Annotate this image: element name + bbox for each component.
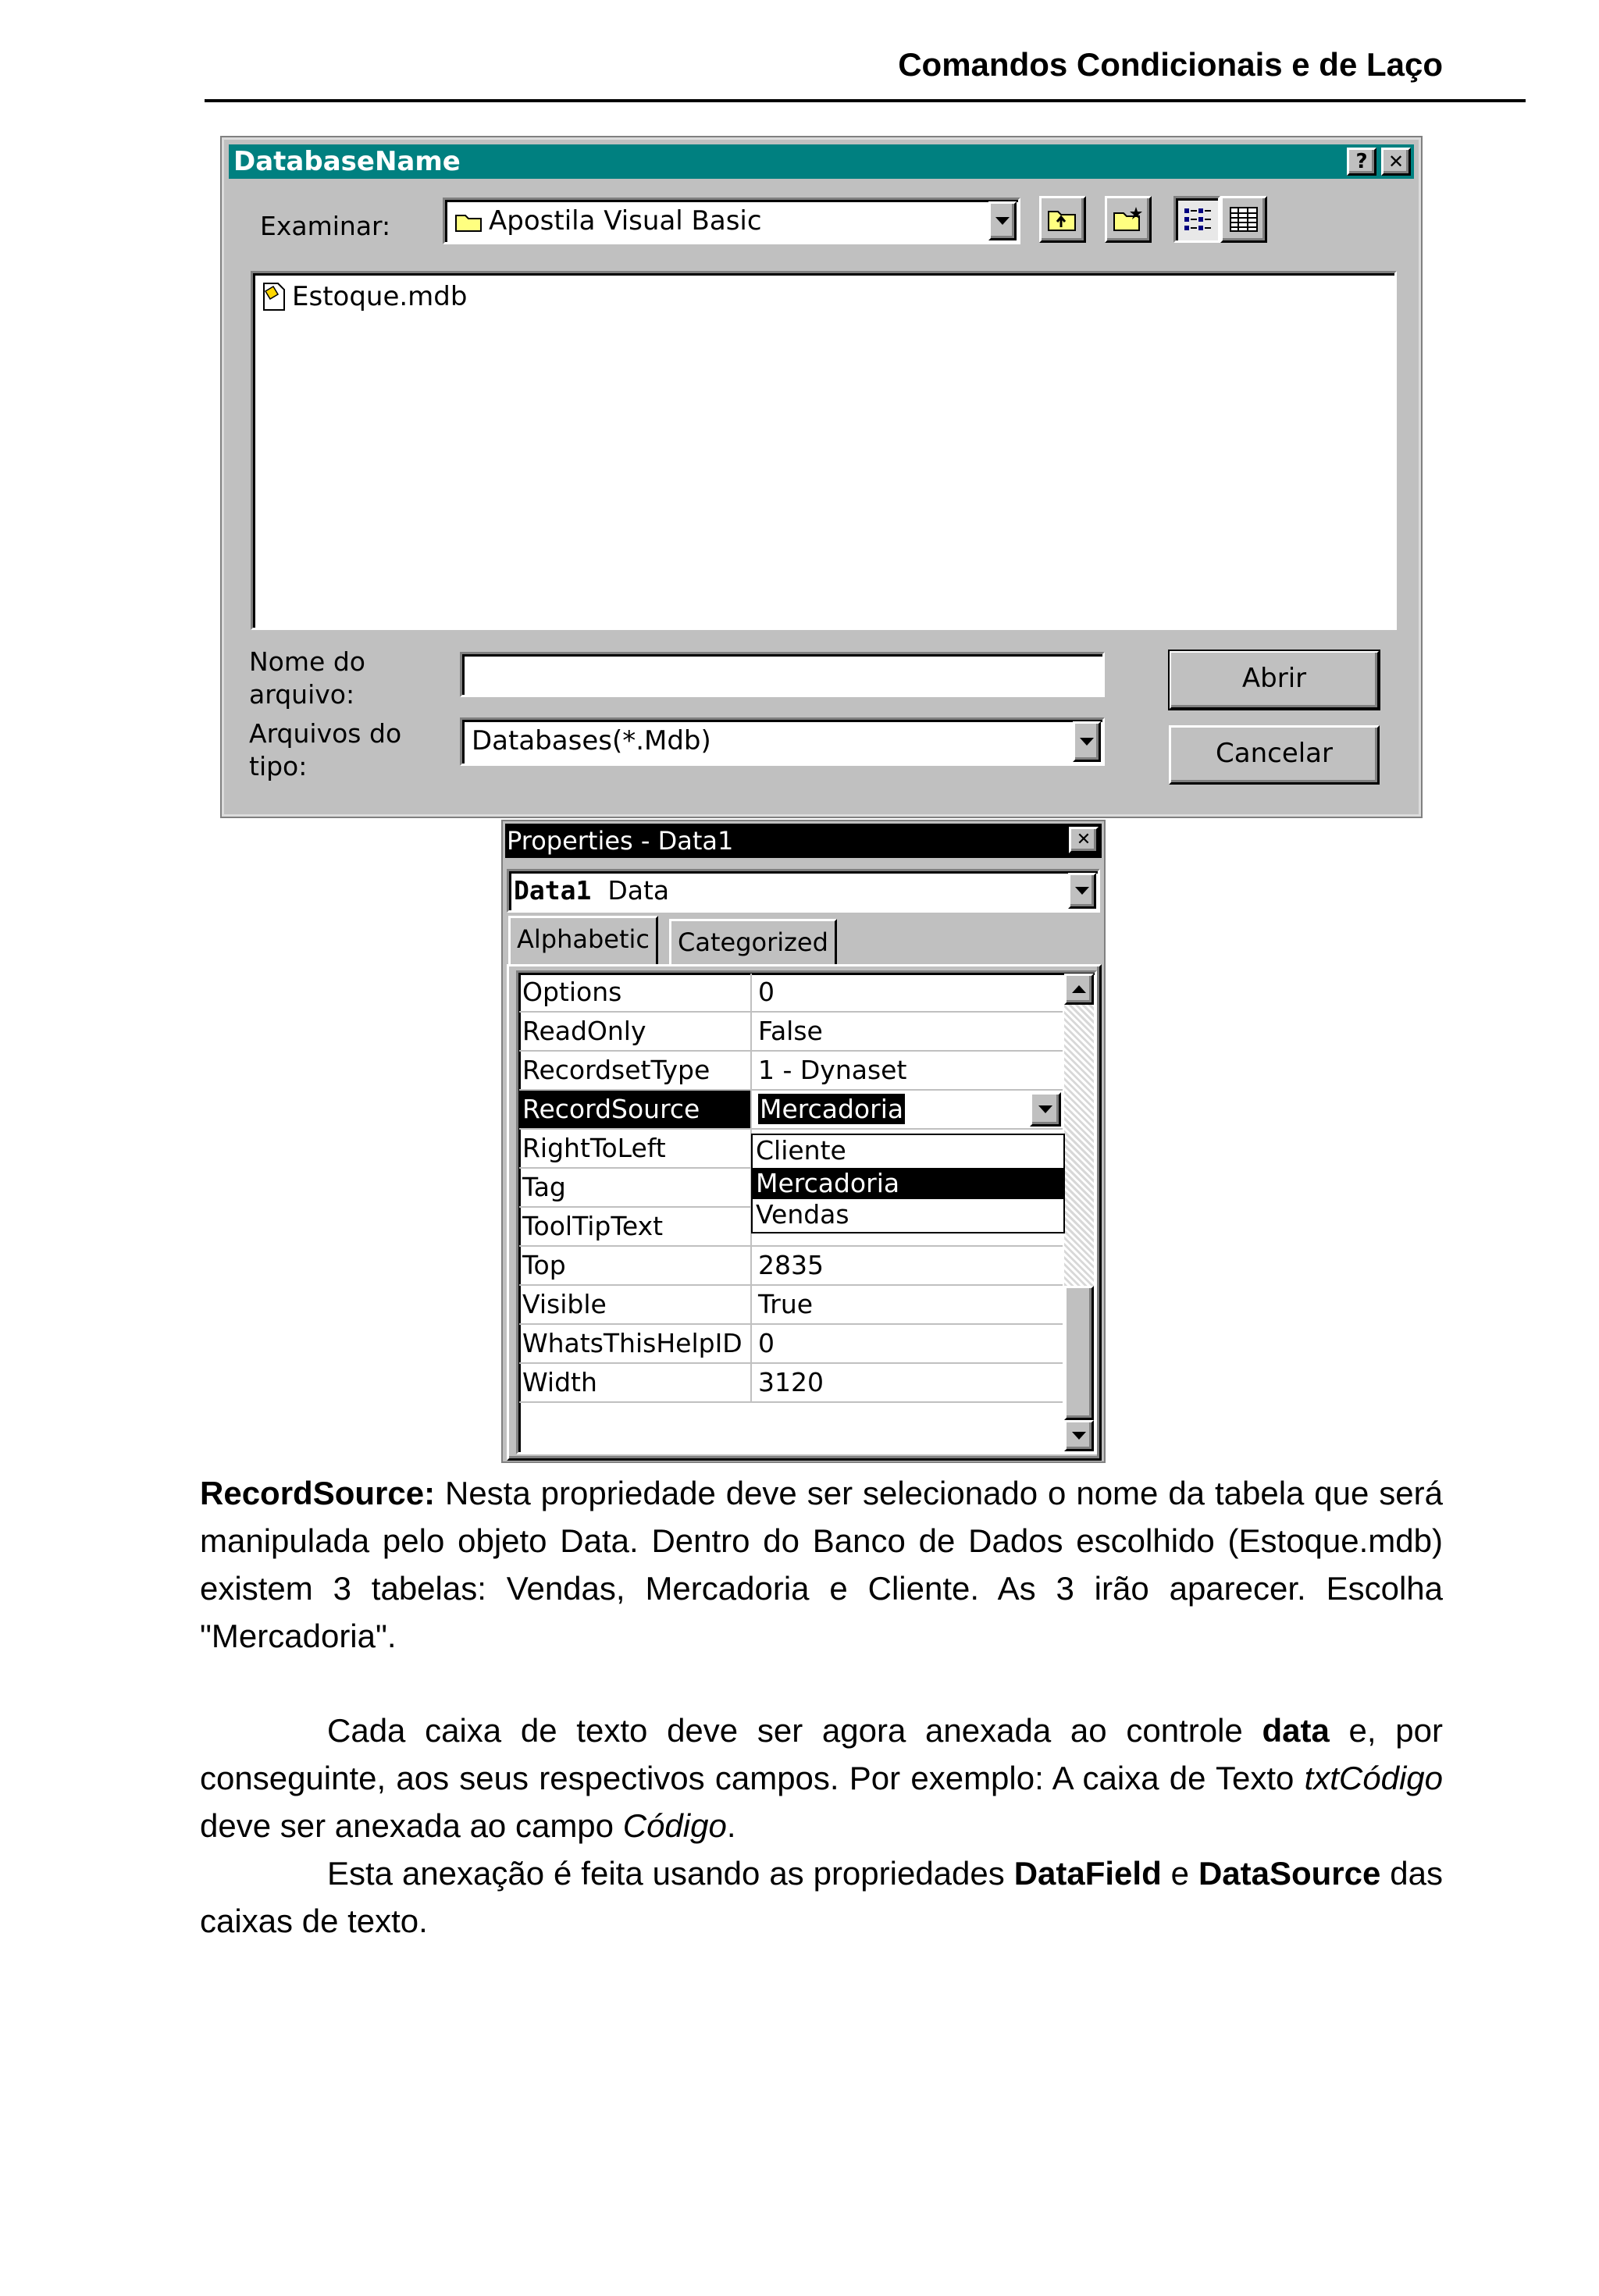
file-name: Estoque.mdb (292, 281, 468, 312)
text-span: e (1161, 1855, 1198, 1892)
open-button[interactable]: Abrir (1169, 650, 1380, 710)
property-value: True (758, 1289, 814, 1319)
scroll-down-button[interactable] (1064, 1420, 1094, 1451)
help-button[interactable]: ? (1347, 148, 1376, 176)
examinar-label: Examinar: (260, 211, 391, 241)
paragraph-attach (200, 1707, 1443, 1945)
cancel-button[interactable]: Cancelar (1169, 725, 1380, 785)
property-value: 1 - Dynaset (758, 1055, 907, 1085)
list-view-icon (1181, 205, 1213, 233)
property-name: RightToLeft (519, 1130, 752, 1167)
property-name: RecordsetType (519, 1052, 752, 1089)
property-row[interactable] (519, 1052, 1063, 1091)
property-name: WhatsThisHelpID (519, 1325, 752, 1362)
dialog-title-bar (229, 144, 1414, 179)
paragraph-recordsource (200, 1469, 1443, 1660)
dropdown-option-cliente[interactable]: Cliente (756, 1135, 846, 1166)
text-span: e, por conseguinte, aos seus respectivos campos. Por exemplo: A caixa de Texto (200, 1712, 1443, 1796)
text-span: Cada caixa de texto deve ser agora anexada ao controle (327, 1712, 1262, 1749)
property-row[interactable] (519, 1013, 1063, 1052)
properties-close-button[interactable]: ✕ (1069, 827, 1099, 853)
property-name: Width (519, 1364, 752, 1401)
text-span: Esta anexação é feita usando as propriedades (327, 1855, 1014, 1892)
property-scrollbar[interactable] (1064, 974, 1094, 1451)
filetype-label: Arquivos do tipo: (249, 718, 402, 781)
filetype-combo[interactable] (460, 717, 1105, 766)
property-row[interactable] (519, 1247, 1063, 1286)
property-value: 2835 (758, 1250, 824, 1280)
up-folder-icon (1047, 205, 1078, 233)
property-name: Top (519, 1247, 752, 1284)
property-value: 3120 (758, 1367, 824, 1397)
recordsource-dropdown-button[interactable] (1030, 1092, 1061, 1127)
recordsource-description: Nesta propriedade deve ser selecionado o nome da tabela que será manipulada pelo objeto Data. Dentro do Banco de Dados escolhido (Estoque.mdb) existem 3 tabelas: Vendas, Mercadoria e Cliente. As 3 irão aparecer. Escolha "Mercadoria". (200, 1475, 1443, 1654)
page-header: Comandos Condicionais e de Laço (898, 46, 1443, 83)
property-name: ReadOnly (519, 1013, 752, 1050)
text-span: deve ser anexada ao campo (200, 1807, 623, 1844)
folder-name: Apostila Visual Basic (489, 205, 762, 237)
dialog-title: DatabaseName (233, 146, 461, 177)
up-folder-button[interactable] (1039, 196, 1086, 243)
chevron-down-icon (1075, 887, 1089, 895)
close-button[interactable]: ✕ (1381, 148, 1411, 176)
new-folder-icon (1113, 205, 1144, 233)
properties-title-bar (505, 824, 1102, 858)
property-row[interactable] (519, 1325, 1063, 1364)
scroll-up-button[interactable] (1064, 974, 1094, 1005)
folder-dropdown-button[interactable] (988, 201, 1017, 240)
property-name: RecordSource (519, 1091, 752, 1128)
property-name: Tag (519, 1169, 752, 1206)
chevron-up-icon (1072, 985, 1086, 993)
file-item[interactable] (261, 279, 467, 314)
property-name: Visible (519, 1286, 752, 1323)
property-value: False (758, 1016, 823, 1046)
property-name: ToolTipText (519, 1208, 752, 1245)
chevron-down-icon (1038, 1105, 1052, 1113)
dropdown-option-vendas[interactable]: Vendas (756, 1199, 849, 1230)
new-folder-button[interactable] (1105, 196, 1152, 243)
chevron-down-icon (995, 217, 1010, 225)
file-list[interactable] (251, 271, 1397, 630)
text-span: . (726, 1807, 736, 1844)
datafield-term: DataField (1013, 1855, 1162, 1892)
property-value: Mercadoria (760, 1094, 904, 1124)
property-value: 0 (758, 1328, 775, 1358)
text-span: das caixas de texto. (200, 1855, 1443, 1939)
property-row[interactable] (519, 1286, 1063, 1325)
list-view-button[interactable] (1173, 196, 1220, 243)
database-name-dialog (222, 137, 1421, 817)
txtcodigo-term: txtCódigo (1304, 1760, 1443, 1796)
object-dropdown-button[interactable] (1068, 873, 1096, 909)
details-view-icon (1228, 205, 1259, 233)
recordsource-dropdown-list (751, 1134, 1065, 1233)
property-name: Options (519, 974, 752, 1011)
data-term: data (1262, 1712, 1330, 1749)
tab-categorized[interactable]: Categorized (669, 919, 837, 964)
folder-icon (454, 209, 483, 233)
recordsource-term: RecordSource: (200, 1475, 436, 1511)
filetype-value: Databases(*.Mdb) (472, 725, 711, 756)
codigo-term: Código (622, 1807, 727, 1844)
filetype-dropdown-button[interactable] (1073, 721, 1101, 762)
scroll-thumb[interactable] (1064, 1286, 1094, 1420)
property-value-editor[interactable] (753, 1091, 1063, 1128)
folder-combo[interactable] (443, 198, 1020, 244)
database-file-icon (261, 282, 287, 311)
property-row-selected[interactable] (519, 1091, 1063, 1130)
property-value: 0 (758, 977, 775, 1007)
header-rule (205, 99, 1526, 102)
property-row[interactable] (519, 974, 1063, 1013)
object-name: Data1 (514, 875, 592, 906)
chevron-down-icon (1072, 1432, 1086, 1440)
filename-label: Nome do arquivo: (249, 646, 365, 710)
dropdown-option-mercadoria[interactable]: Mercadoria (753, 1168, 1063, 1199)
tab-alphabetic[interactable]: Alphabetic (508, 916, 658, 964)
property-row[interactable] (519, 1364, 1063, 1403)
object-type: Data (607, 875, 670, 906)
details-view-button[interactable] (1220, 196, 1267, 243)
filename-input[interactable] (460, 652, 1105, 697)
datasource-term: DataSource (1198, 1855, 1381, 1892)
object-combo[interactable] (507, 869, 1100, 913)
properties-title: Properties - Data1 (507, 826, 734, 856)
chevron-down-icon (1080, 738, 1094, 746)
